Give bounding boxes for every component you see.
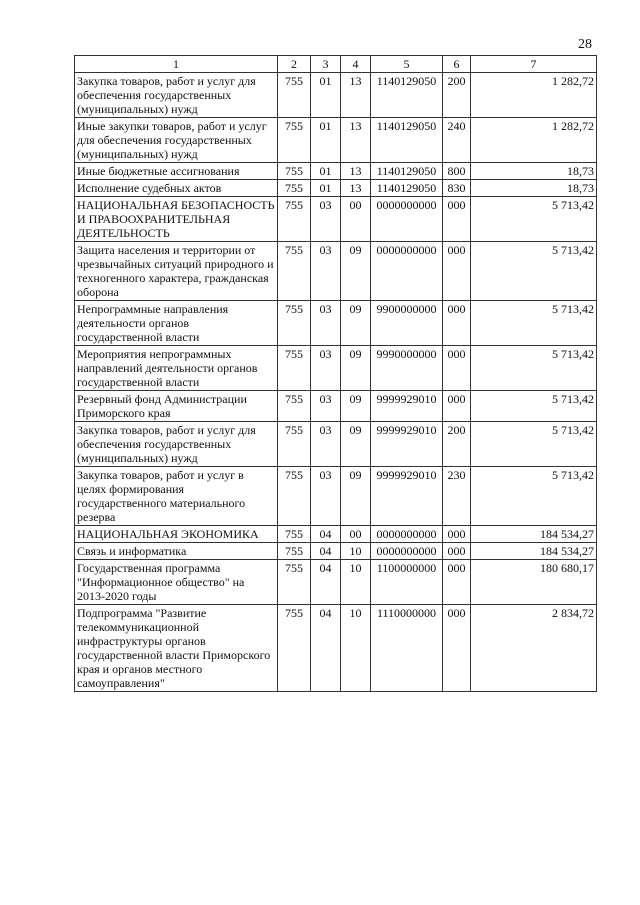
row-col5-cell: 0000000000: [371, 197, 443, 242]
row-name-cell: НАЦИОНАЛЬНАЯ ЭКОНОМИКА: [75, 526, 278, 543]
row-name-cell: Подпрограмма "Развитие телекоммуникационной инфраструктуры органов государственной власти Приморского края и органов местного самоуправления": [75, 605, 278, 692]
row-amount-cell: 180 680,17: [471, 560, 597, 605]
row-amount-cell: 1 282,72: [471, 73, 597, 118]
row-amount-cell: 18,73: [471, 163, 597, 180]
row-col2-cell: 755: [278, 391, 311, 422]
row-col5-cell: 1140129050: [371, 118, 443, 163]
row-col4-cell: 09: [341, 301, 371, 346]
row-amount-cell: 5 713,42: [471, 422, 597, 467]
row-col3-cell: 03: [311, 301, 341, 346]
table-row: [75, 467, 597, 526]
row-col3-cell: 03: [311, 242, 341, 301]
row-col6-cell: 200: [443, 73, 471, 118]
row-name-cell: Непрограммные направления деятельности органов государственной власти: [75, 301, 278, 346]
row-name-cell: Связь и информатика: [75, 543, 278, 560]
row-col6-cell: 230: [443, 467, 471, 526]
row-col4-cell: 09: [341, 422, 371, 467]
row-amount-cell: 5 713,42: [471, 346, 597, 391]
row-col5-cell: 9990000000: [371, 346, 443, 391]
row-col2-cell: 755: [278, 346, 311, 391]
row-name-cell: Мероприятия непрограммных направлений деятельности органов государственной власти: [75, 346, 278, 391]
row-col5-cell: 1140129050: [371, 73, 443, 118]
row-col4-cell: 10: [341, 605, 371, 692]
row-col3-cell: 01: [311, 180, 341, 197]
row-col3-cell: 01: [311, 118, 341, 163]
row-col4-cell: 13: [341, 118, 371, 163]
row-amount-cell: 5 713,42: [471, 467, 597, 526]
row-col5-cell: 0000000000: [371, 526, 443, 543]
row-col4-cell: 10: [341, 560, 371, 605]
row-col2-cell: 755: [278, 301, 311, 346]
row-col3-cell: 04: [311, 560, 341, 605]
row-col4-cell: 09: [341, 346, 371, 391]
row-col6-cell: 000: [443, 301, 471, 346]
row-col2-cell: 755: [278, 73, 311, 118]
table-row: [75, 242, 597, 301]
row-amount-cell: 184 534,27: [471, 526, 597, 543]
row-col2-cell: 755: [278, 526, 311, 543]
row-col2-cell: 755: [278, 118, 311, 163]
row-col2-cell: 755: [278, 180, 311, 197]
row-col3-cell: 03: [311, 391, 341, 422]
table-row: [75, 180, 597, 197]
header-col-5: 5: [371, 56, 443, 73]
table-row: [75, 526, 597, 543]
row-col5-cell: 9900000000: [371, 301, 443, 346]
table-row: [75, 422, 597, 467]
row-col4-cell: 13: [341, 180, 371, 197]
table-row: [75, 605, 597, 692]
table-row: [75, 543, 597, 560]
row-col6-cell: 000: [443, 346, 471, 391]
row-col5-cell: 1110000000: [371, 605, 443, 692]
row-col5-cell: 0000000000: [371, 543, 443, 560]
row-col6-cell: 000: [443, 560, 471, 605]
row-col6-cell: 830: [443, 180, 471, 197]
row-col3-cell: 03: [311, 346, 341, 391]
row-name-cell: НАЦИОНАЛЬНАЯ БЕЗОПАСНОСТЬ И ПРАВООХРАНИТЕЛЬНАЯ ДЕЯТЕЛЬНОСТЬ: [75, 197, 278, 242]
table-row: [75, 391, 597, 422]
table-row: [75, 346, 597, 391]
row-col3-cell: 04: [311, 605, 341, 692]
page-number: 28: [578, 37, 592, 52]
row-col4-cell: 09: [341, 467, 371, 526]
row-col3-cell: 04: [311, 543, 341, 560]
row-name-cell: Государственная программа "Информационное общество" на 2013-2020 годы: [75, 560, 278, 605]
table-row: [75, 301, 597, 346]
row-name-cell: Резервный фонд Администрации Приморского края: [75, 391, 278, 422]
row-amount-cell: 5 713,42: [471, 301, 597, 346]
row-col6-cell: 800: [443, 163, 471, 180]
row-col5-cell: 0000000000: [371, 242, 443, 301]
row-col5-cell: 1100000000: [371, 560, 443, 605]
header-col-7: 7: [471, 56, 597, 73]
row-col3-cell: 03: [311, 197, 341, 242]
row-name-cell: Закупка товаров, работ и услуг для обеспечения государственных (муниципальных) нужд: [75, 73, 278, 118]
row-col2-cell: 755: [278, 467, 311, 526]
row-name-cell: Исполнение судебных актов: [75, 180, 278, 197]
row-col2-cell: 755: [278, 197, 311, 242]
row-col5-cell: 9999929010: [371, 422, 443, 467]
row-col2-cell: 755: [278, 605, 311, 692]
row-amount-cell: 5 713,42: [471, 391, 597, 422]
row-col6-cell: 000: [443, 242, 471, 301]
row-amount-cell: 5 713,42: [471, 197, 597, 242]
header-col-2: 2: [278, 56, 311, 73]
row-col2-cell: 755: [278, 543, 311, 560]
table-row: [75, 73, 597, 118]
row-col2-cell: 755: [278, 422, 311, 467]
row-col5-cell: 1140129050: [371, 180, 443, 197]
row-col4-cell: 13: [341, 73, 371, 118]
row-amount-cell: 18,73: [471, 180, 597, 197]
row-col2-cell: 755: [278, 242, 311, 301]
row-name-cell: Закупка товаров, работ и услуг для обеспечения государственных (муниципальных) нужд: [75, 422, 278, 467]
header-col-1: 1: [75, 56, 278, 73]
table-row: [75, 197, 597, 242]
row-col6-cell: 000: [443, 605, 471, 692]
row-amount-cell: 184 534,27: [471, 543, 597, 560]
row-col4-cell: 10: [341, 543, 371, 560]
header-col-4: 4: [341, 56, 371, 73]
row-amount-cell: 5 713,42: [471, 242, 597, 301]
table-row: [75, 560, 597, 605]
header-row: [75, 56, 597, 73]
row-name-cell: Закупка товаров, работ и услуг в целях формирования государственного материального резерва: [75, 467, 278, 526]
row-col6-cell: 240: [443, 118, 471, 163]
row-col6-cell: 200: [443, 422, 471, 467]
row-amount-cell: 1 282,72: [471, 118, 597, 163]
row-col6-cell: 000: [443, 391, 471, 422]
row-name-cell: Иные бюджетные ассигнования: [75, 163, 278, 180]
row-col3-cell: 03: [311, 422, 341, 467]
row-name-cell: Иные закупки товаров, работ и услуг для обеспечения государственных (муниципальных) нужд: [75, 118, 278, 163]
row-col3-cell: 03: [311, 467, 341, 526]
row-col3-cell: 01: [311, 73, 341, 118]
table-row: [75, 118, 597, 163]
row-col6-cell: 000: [443, 543, 471, 560]
row-col4-cell: 09: [341, 242, 371, 301]
row-amount-cell: 2 834,72: [471, 605, 597, 692]
row-col4-cell: 00: [341, 197, 371, 242]
budget-table: [74, 55, 597, 692]
row-col5-cell: 9999929010: [371, 467, 443, 526]
row-col5-cell: 1140129050: [371, 163, 443, 180]
row-col5-cell: 9999929010: [371, 391, 443, 422]
row-col2-cell: 755: [278, 560, 311, 605]
row-col4-cell: 09: [341, 391, 371, 422]
row-col6-cell: 000: [443, 197, 471, 242]
row-name-cell: Защита населения и территории от чрезвычайных ситуаций природного и техногенного характера, гражданская оборона: [75, 242, 278, 301]
row-col6-cell: 000: [443, 526, 471, 543]
row-col3-cell: 04: [311, 526, 341, 543]
header-col-3: 3: [311, 56, 341, 73]
table-row: [75, 163, 597, 180]
row-col3-cell: 01: [311, 163, 341, 180]
row-col4-cell: 13: [341, 163, 371, 180]
header-col-6: 6: [443, 56, 471, 73]
row-col2-cell: 755: [278, 163, 311, 180]
row-col4-cell: 00: [341, 526, 371, 543]
